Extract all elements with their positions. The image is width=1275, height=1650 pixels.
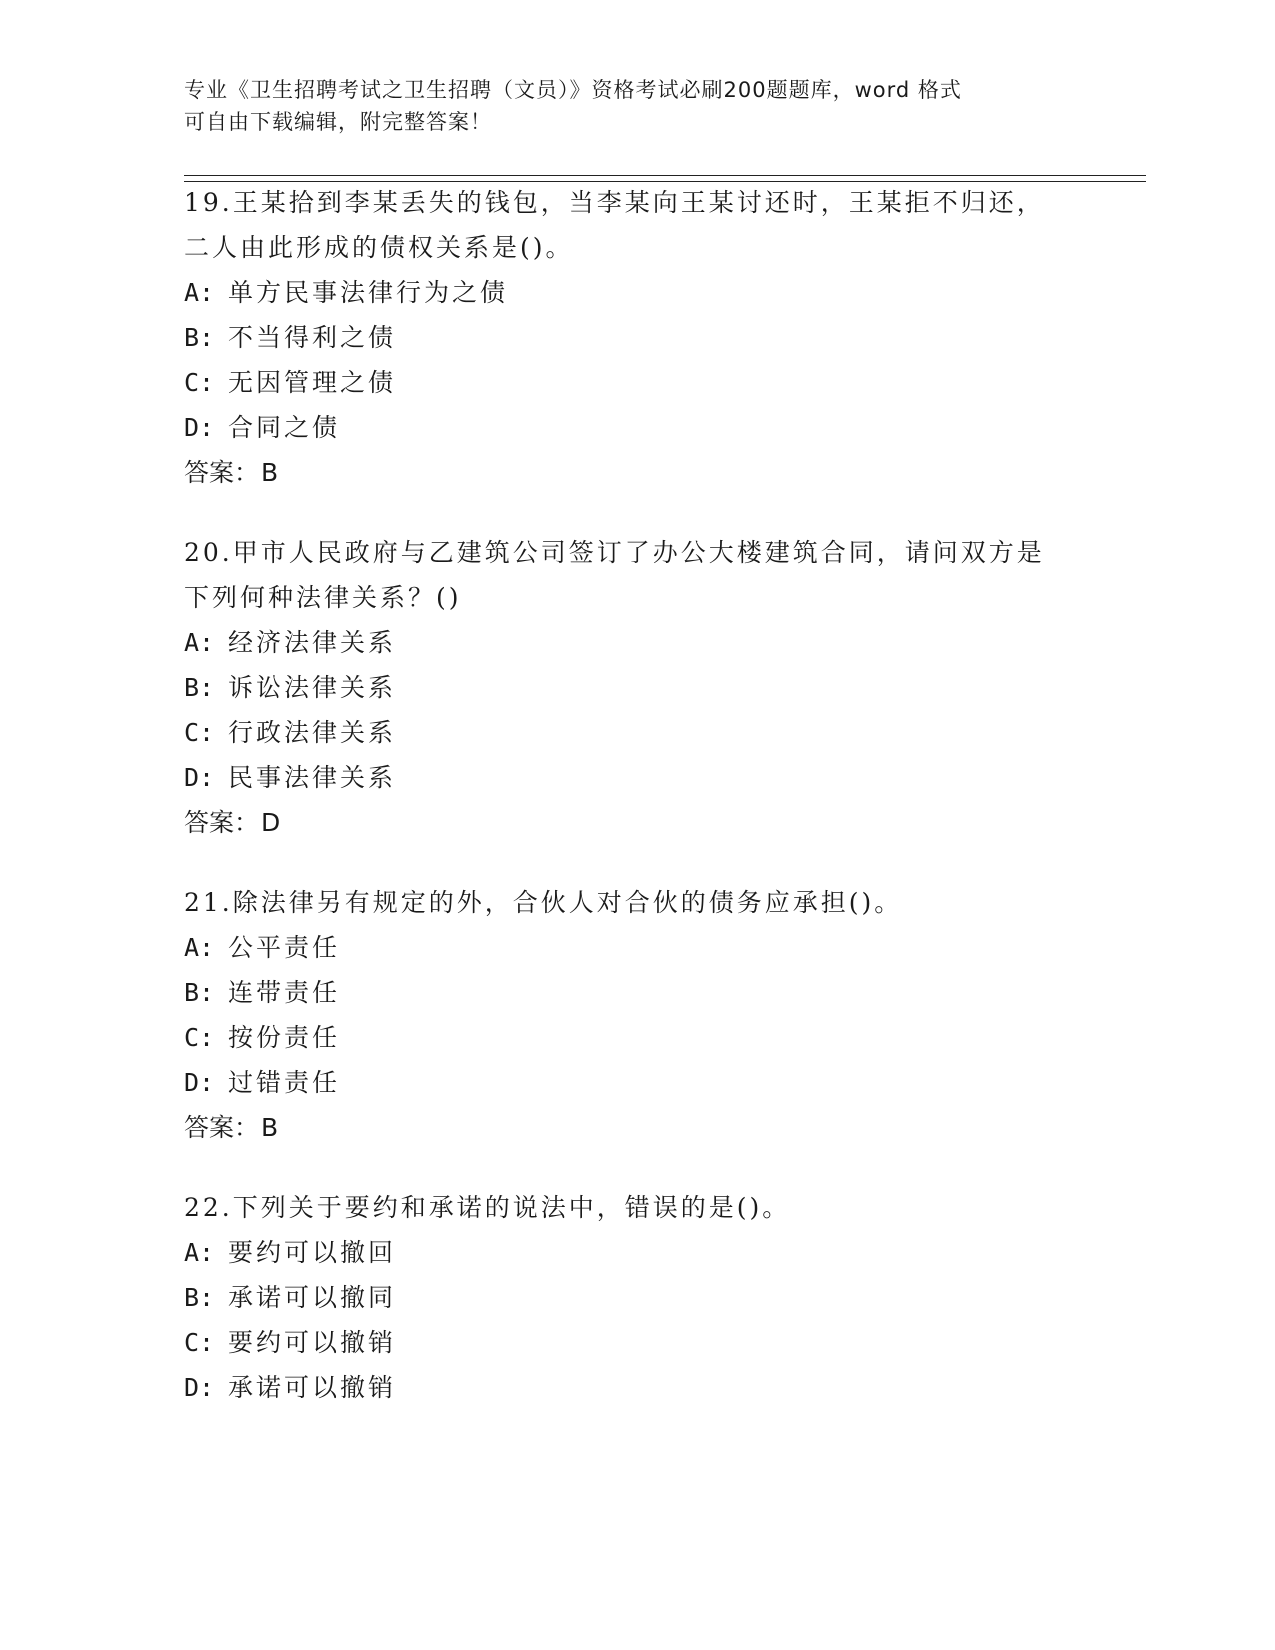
- option-c: [184, 360, 1084, 405]
- question-21: [184, 880, 1084, 1150]
- option-key: A:: [184, 1238, 215, 1267]
- option-text: 要约可以撤回: [228, 1238, 397, 1267]
- option-key: B:: [184, 978, 215, 1007]
- option-text: 连带责任: [228, 978, 341, 1007]
- option-key: B:: [184, 1283, 215, 1312]
- option-text: 过错责任: [228, 1068, 341, 1097]
- option-b: [184, 665, 1084, 710]
- option-a: [184, 270, 1084, 315]
- document-header: [184, 74, 1064, 138]
- option-d: [184, 755, 1084, 800]
- option-b: [184, 1275, 1084, 1320]
- option-key: B:: [184, 323, 215, 352]
- option-text: 不当得利之债: [228, 323, 397, 352]
- question-20: [184, 530, 1084, 845]
- answer-value: B: [261, 1113, 279, 1142]
- option-text: 单方民事法律行为之债: [228, 278, 509, 307]
- header-divider-top: [184, 175, 1146, 176]
- answer-label: 答案：: [184, 1113, 260, 1142]
- question-stem-line-1: 21.除法律另有规定的外，合伙人对合伙的债务应承担()。: [184, 888, 903, 917]
- option-a: [184, 620, 1084, 665]
- option-key: D:: [184, 763, 215, 792]
- option-text: 诉讼法律关系: [228, 673, 397, 702]
- option-b: [184, 970, 1084, 1015]
- question-19: [184, 180, 1084, 495]
- option-key: C:: [184, 368, 215, 397]
- option-key: D:: [184, 1373, 215, 1402]
- option-b: [184, 315, 1084, 360]
- option-c: [184, 710, 1084, 755]
- option-text: 承诺可以撤同: [228, 1283, 397, 1312]
- option-key: C:: [184, 1023, 215, 1052]
- answer-label: 答案：: [184, 458, 260, 487]
- option-c: [184, 1015, 1084, 1060]
- option-d: [184, 1060, 1084, 1105]
- option-key: C:: [184, 1328, 215, 1357]
- option-text: 行政法律关系: [228, 718, 397, 747]
- option-a: [184, 925, 1084, 970]
- question-22: [184, 1185, 1084, 1410]
- question-stem-line-1: 20.甲市人民政府与乙建筑公司签订了办公大楼建筑合同，请问双方是: [184, 538, 1045, 567]
- option-key: D:: [184, 413, 215, 442]
- answer: [184, 800, 1084, 845]
- option-text: 承诺可以撤销: [228, 1373, 397, 1402]
- answer-value: B: [261, 458, 279, 487]
- option-a: [184, 1230, 1084, 1275]
- option-key: D:: [184, 1068, 215, 1097]
- option-key: A:: [184, 278, 215, 307]
- option-d: [184, 1365, 1084, 1410]
- option-key: A:: [184, 628, 215, 657]
- header-line-1: 专业《卫生招聘考试之卫生招聘（文员）》资格考试必刷200题题库，word 格式: [184, 78, 962, 102]
- option-key: B:: [184, 673, 215, 702]
- option-key: A:: [184, 933, 215, 962]
- question-stem-line-1: 22.下列关于要约和承诺的说法中，错误的是()。: [184, 1193, 791, 1222]
- header-line-2: 可自由下载编辑，附完整答案！: [184, 110, 492, 134]
- option-text: 按份责任: [228, 1023, 341, 1052]
- answer: [184, 450, 1084, 495]
- answer-label: 答案：: [184, 808, 260, 837]
- option-text: 经济法律关系: [228, 628, 397, 657]
- option-key: C:: [184, 718, 215, 747]
- option-text: 民事法律关系: [228, 763, 397, 792]
- option-d: [184, 405, 1084, 450]
- answer-value: D: [261, 808, 281, 837]
- option-text: 要约可以撤销: [228, 1328, 397, 1357]
- question-stem-line-1: 19.王某拾到李某丢失的钱包，当李某向王某讨还时，王某拒不归还，: [184, 188, 1045, 217]
- option-text: 公平责任: [228, 933, 341, 962]
- question-stem-line-2: 二人由此形成的债权关系是()。: [184, 233, 574, 262]
- option-text: 合同之债: [228, 413, 341, 442]
- question-stem-line-2: 下列何种法律关系？(): [184, 583, 462, 612]
- answer: [184, 1105, 1084, 1150]
- option-text: 无因管理之债: [228, 368, 397, 397]
- option-c: [184, 1320, 1084, 1365]
